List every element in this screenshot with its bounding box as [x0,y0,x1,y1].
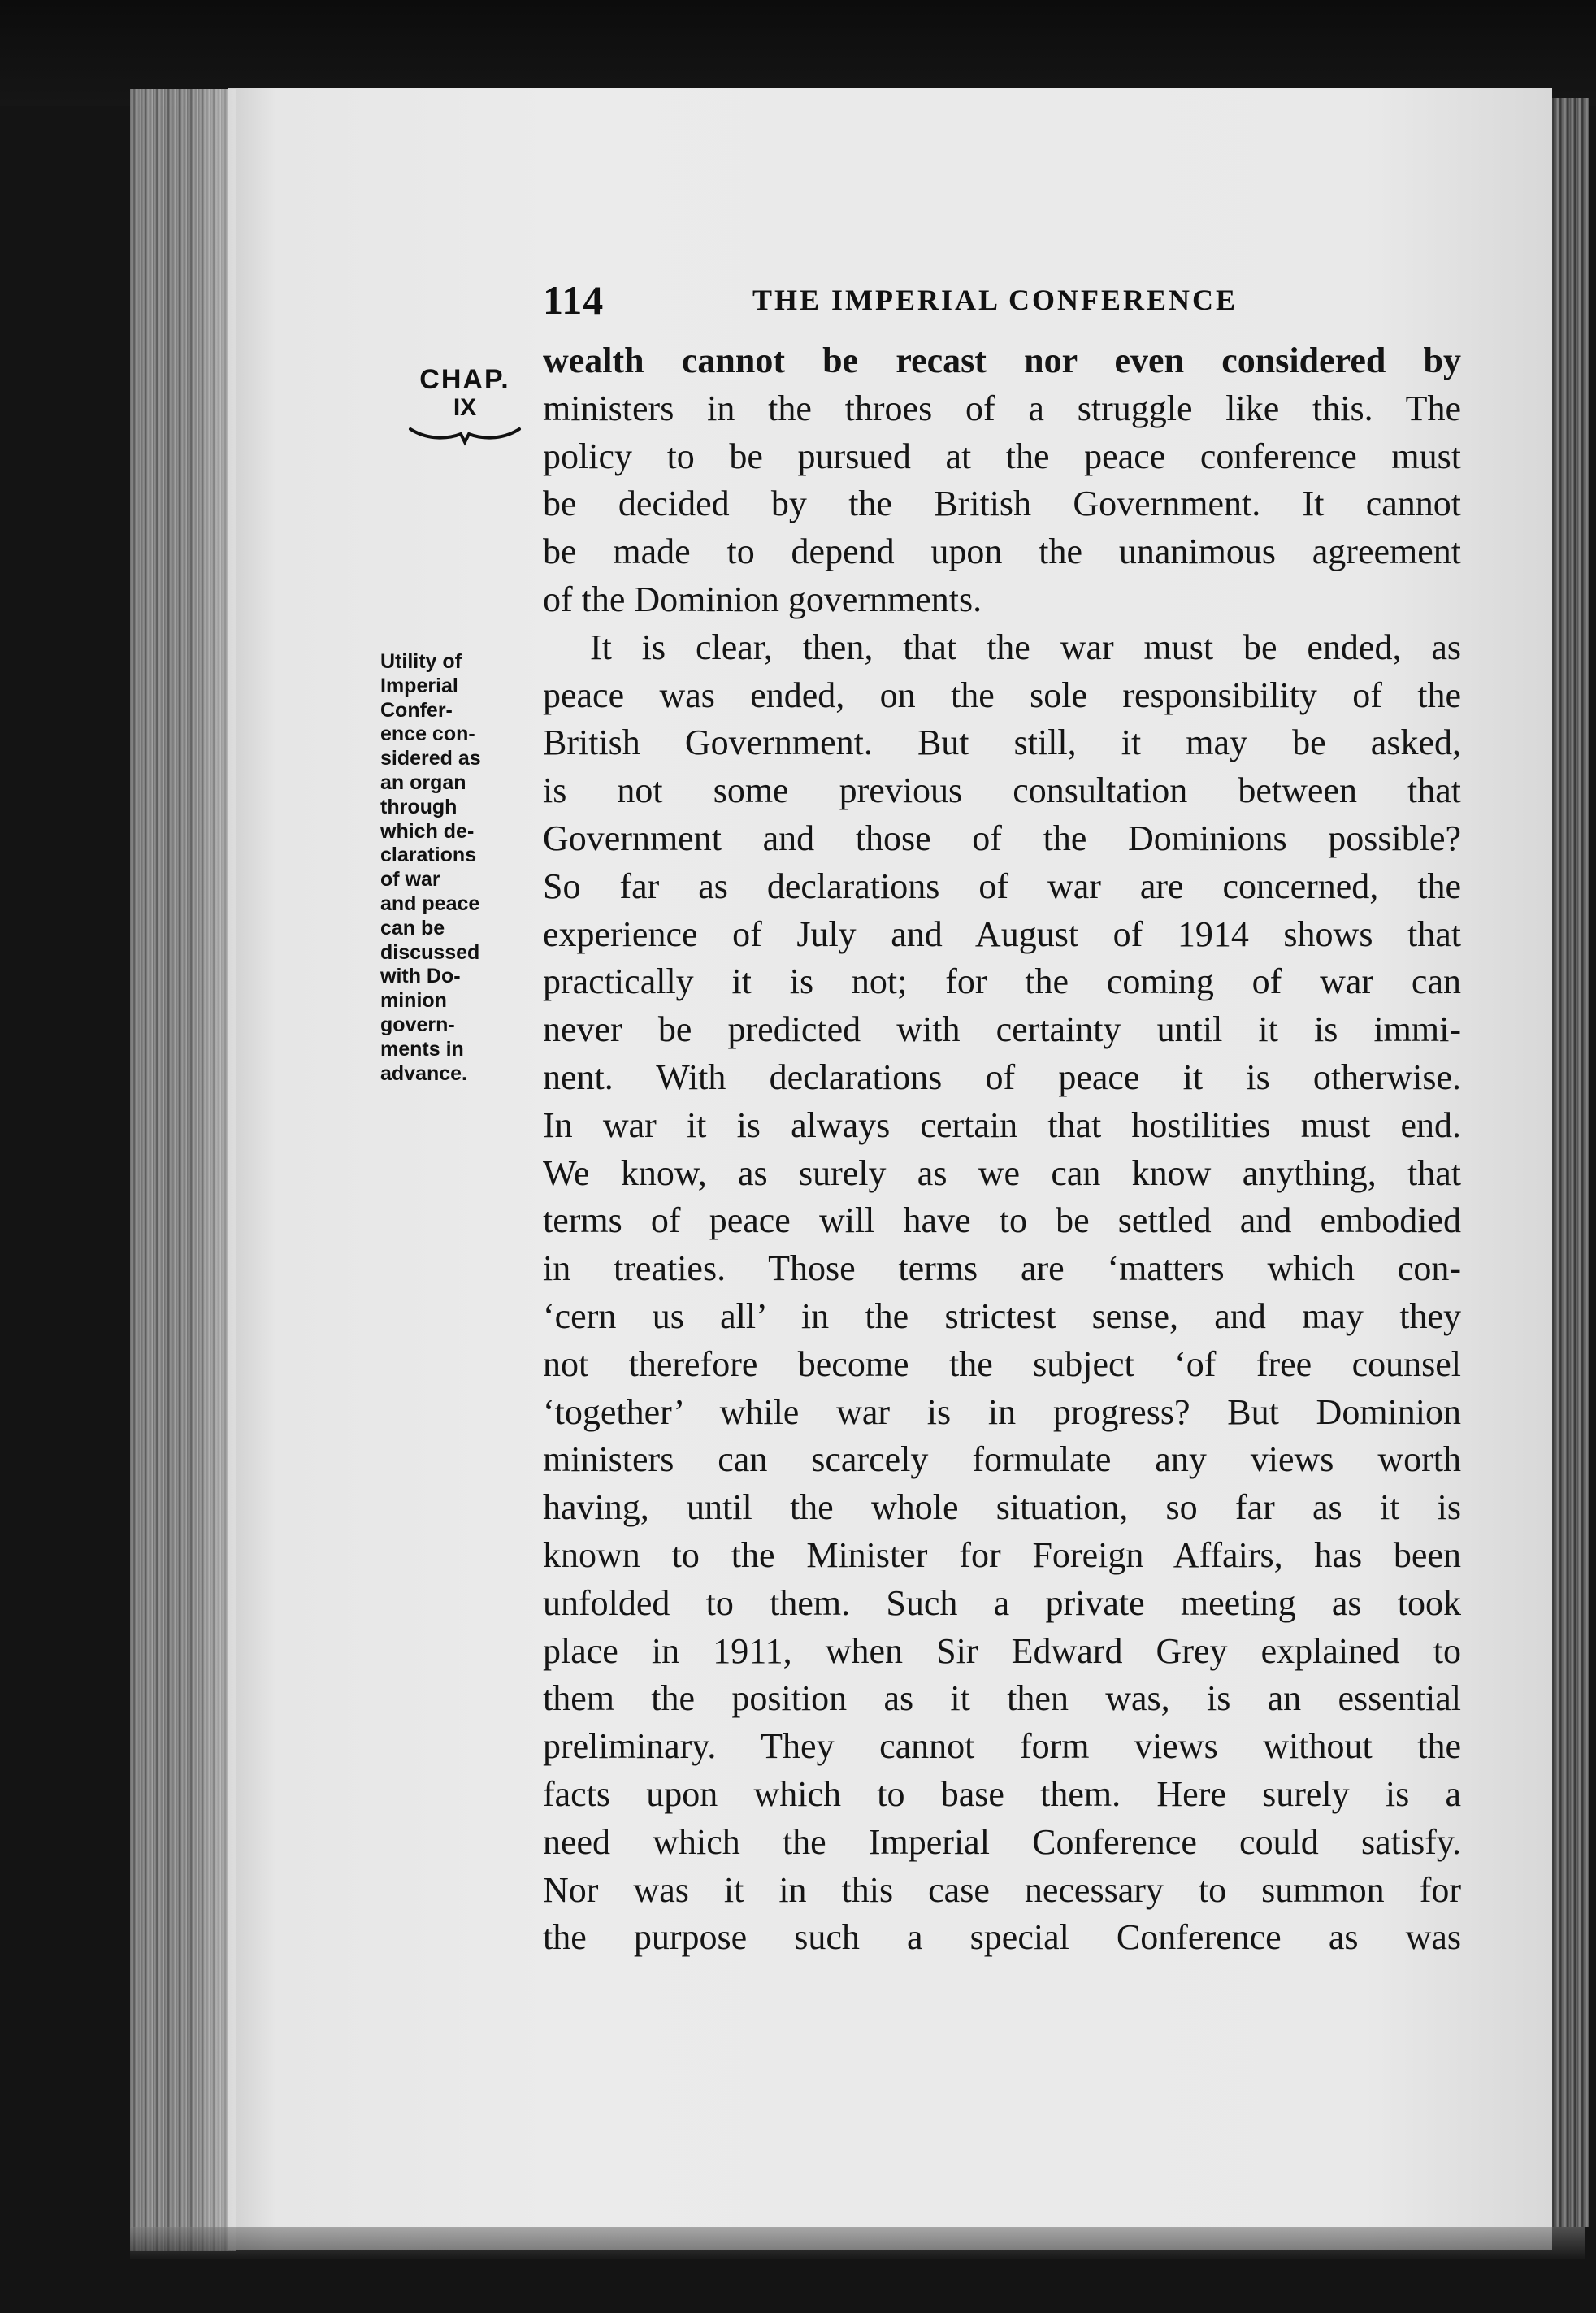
body-text [543,337,1461,1962]
text-line: them the position as it then was, is an essential [543,1678,1461,1719]
text-line: need which the Imperial Conference could satisfy. [543,1821,1461,1862]
sidenote-line: through [380,795,458,818]
text-line: preliminary. They cannot form views without the [543,1726,1461,1767]
running-title: THE IMPERIAL CONFERENCE [752,284,1238,316]
sidenote-line: ments in [380,1037,464,1061]
chapter-number: IX [453,394,477,421]
sidenote-line: Utility of [380,650,462,673]
page-gutter-shadow [187,89,236,2251]
text-line: So far as declarations of war are concerned, the [543,866,1461,906]
sidenote-line: discussed [380,940,480,964]
text-line: be made to depend upon the unanimous agreement [543,532,1461,572]
sidenote-line: an organ [380,770,466,794]
text-line: British Government. But still, it may be asked, [543,723,1461,763]
sidenote-line: and peace [380,892,480,915]
sidenote-line: Confer- [380,698,453,722]
text-line: place in 1911, when Sir Edward Grey explained to [543,1630,1461,1671]
text-line: It is clear, then, that the war must be ended, as [590,627,1461,667]
sidenote-line: ence con- [380,723,475,746]
text-line: be decided by the British Government. It cannot [543,484,1461,524]
sidenote-line: govern- [380,1013,455,1036]
sidenote-line: which de- [380,819,475,843]
page-stack-edge-right [1548,98,1589,2227]
chapter-label: CHAP. [419,364,510,395]
chapter-marker [404,364,526,447]
text-line: ministers in the throes of a struggle like this. The [543,388,1461,428]
sidenote-line: clarations [380,844,477,867]
text-line: experience of July and August of 1914 shows that [543,913,1461,954]
text-line: having, until the whole situation, so far as it is [543,1487,1461,1528]
text-line: wealth cannot be recast nor even considered by [543,341,1461,380]
sidenote-line: advance. [380,1061,468,1085]
sidenote-line: can be [380,916,445,940]
text-line: in treaties. Those terms are ‘matters which con- [543,1248,1461,1289]
page-bottom-shadow [130,2227,1585,2259]
text-line: practically it is not; for the coming of war can [543,961,1461,1002]
text-line: terms of peace will have to be settled and embodied [543,1200,1461,1241]
sidenote-line: with Do- [380,965,461,988]
text-line: ‘cern us all’ in the strictest sense, and may they [543,1295,1461,1336]
marginal-note [380,650,527,1086]
text-line: ministers can scarcely formulate any views worth [543,1439,1461,1480]
brace-ornament-icon [404,423,526,447]
text-line: known to the Minister for Foreign Affairs, has been [543,1534,1461,1575]
text-line: peace was ended, on the sole responsibility of the [543,675,1461,715]
text-line: of the Dominion governments. [543,579,982,619]
sidenote-line: Imperial [380,674,458,697]
text-line: not therefore become the subject ‘of free counsel [543,1343,1461,1384]
page-number: 114 [543,277,605,323]
text-line: unfolded to them. Such a private meeting as took [543,1582,1461,1623]
sidenote-line: sidered as [380,747,481,770]
sidenote-line: of war [380,868,440,892]
text-line: We know, as surely as we can know anything, that [543,1152,1461,1193]
text-line: policy to be pursued at the peace conference must [543,436,1461,476]
text-line: the purpose such a special Conference as was [543,1917,1461,1958]
text-line: ‘together’ while war is in progress? But Dominion [543,1391,1461,1432]
text-line: Government and those of the Dominions possible? [543,818,1461,858]
text-line: is not some previous consultation between that [543,770,1461,811]
sidenote-line: minion [380,989,447,1013]
running-head [543,276,1258,325]
text-line: Nor was it in this case necessary to summon for [543,1869,1461,1910]
text-line: never be predicted with certainty until it is immi- [543,1009,1461,1050]
text-line: In war it is always certain that hostilities must end. [543,1104,1461,1145]
text-line: nent. With declarations of peace it is otherwise. [543,1057,1461,1097]
text-line: facts upon which to base them. Here surely is a [543,1773,1461,1814]
